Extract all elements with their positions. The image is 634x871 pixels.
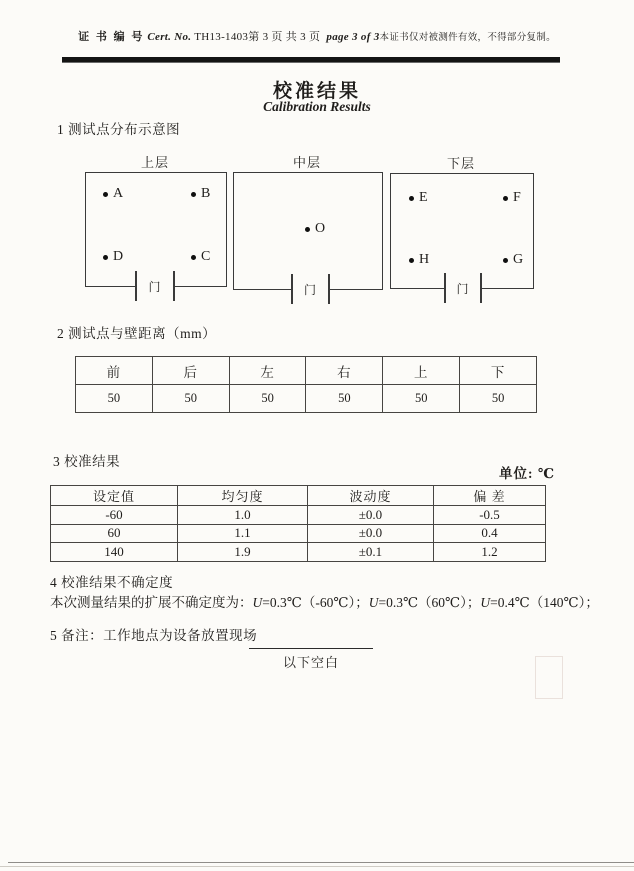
- point-marker: [503, 196, 508, 201]
- distance-right: 50: [306, 385, 383, 413]
- test-point-H: H: [409, 252, 429, 268]
- diagram-middle-frame: [233, 172, 383, 297]
- diagram-middle-layer: [233, 155, 381, 297]
- calibration-results-table: [50, 485, 546, 562]
- section-1-heading: 1 测试点分布示意图: [57, 122, 181, 137]
- wall-distance-table: [75, 356, 537, 413]
- door-label: 门: [456, 282, 469, 296]
- distance-left: 50: [229, 385, 306, 413]
- table-row: [51, 543, 546, 562]
- col-back: 后: [152, 357, 229, 385]
- page-header: [0, 28, 634, 44]
- validity-notice: 本证书仅对被测件有效，不得部分复制。: [379, 33, 556, 43]
- col-front: 前: [76, 357, 153, 385]
- page-count-en: page 3 of 3: [326, 31, 380, 43]
- test-point-C: C: [191, 249, 210, 265]
- door-label: 门: [148, 280, 161, 294]
- diagram-upper-label: 上层: [140, 155, 169, 170]
- table-row: [51, 506, 546, 525]
- col-uniformity: 均匀度: [178, 486, 308, 506]
- cert-number-value: TH13-1403: [194, 31, 249, 43]
- col-right: 右: [306, 357, 383, 385]
- col-bottom: 下: [460, 357, 537, 385]
- u-symbol: U: [368, 595, 379, 610]
- uniformity: 1.0: [178, 506, 308, 525]
- deviation: 0.4: [434, 524, 546, 543]
- door-tick-right: [328, 274, 330, 304]
- col-top: 上: [383, 357, 460, 385]
- page-title: 校准结果: [272, 80, 361, 102]
- diagram-middle-label: 中层: [292, 155, 321, 170]
- uncertainty-value-3: =0.4℃（140℃）；: [490, 595, 599, 610]
- fluctuation: ±0.0: [308, 506, 434, 525]
- col-left: 左: [229, 357, 306, 385]
- scan-ghost-mark: [535, 656, 563, 699]
- page-count-cn: 第 3 页 共 3 页: [248, 31, 321, 43]
- end-note-rule: [249, 648, 373, 649]
- set-value: -60: [51, 506, 178, 525]
- point-marker: [191, 192, 196, 197]
- section-5-heading: 5 备注：工作地点为设备放置现场: [50, 628, 258, 643]
- uncertainty-prefix: 本次测量结果的扩展不确定度为：: [50, 595, 253, 610]
- test-point-E: E: [409, 190, 428, 206]
- distance-top: 50: [383, 385, 460, 413]
- point-marker: [503, 258, 508, 263]
- table-value-row: [76, 385, 537, 413]
- page-subtitle: Calibration Results: [263, 99, 371, 114]
- point-marker: [191, 255, 196, 260]
- uniformity: 1.9: [178, 543, 308, 562]
- diagram-upper-frame: [85, 172, 227, 294]
- section-4-heading: 4 校准结果不确定度: [50, 575, 174, 590]
- cert-number-label-cn: 证 书 编 号: [78, 31, 145, 43]
- cert-number-label-en: Cert. No.: [147, 31, 192, 43]
- door-tick-right: [480, 273, 482, 303]
- col-set-value: 设定值: [51, 486, 178, 506]
- diagram-lower-frame: [390, 173, 534, 296]
- deviation: 1.2: [434, 543, 546, 562]
- u-symbol: U: [252, 595, 263, 610]
- end-note: 以下空白: [282, 655, 339, 670]
- scan-bottom-line-2: [0, 866, 634, 867]
- fluctuation: ±0.1: [308, 543, 434, 562]
- point-marker: [305, 227, 310, 232]
- table-header-row: [51, 486, 546, 506]
- door-tick-right: [173, 271, 175, 301]
- scan-bottom-line: [8, 862, 634, 863]
- section-2-heading: 2 测试点与壁距离（mm）: [57, 326, 217, 341]
- diagram-upper-layer: [85, 155, 225, 294]
- table-header-row: [76, 357, 537, 385]
- set-value: 60: [51, 524, 178, 543]
- diagram-lower-label: 下层: [446, 156, 475, 171]
- door-label: 门: [303, 283, 316, 297]
- test-point-F: F: [503, 190, 521, 206]
- unit-label: 单位: ℃: [498, 466, 555, 481]
- test-point-B: B: [191, 186, 210, 202]
- test-point-O: O: [305, 221, 325, 237]
- u-symbol: U: [480, 595, 491, 610]
- distance-bottom: 50: [460, 385, 537, 413]
- set-value: 140: [51, 543, 178, 562]
- test-point-A: A: [103, 186, 123, 202]
- fluctuation: ±0.0: [308, 524, 434, 543]
- header-rule: [62, 57, 560, 62]
- uncertainty-statement: [50, 591, 610, 611]
- distance-front: 50: [76, 385, 153, 413]
- col-deviation: 偏 差: [434, 486, 546, 506]
- point-marker: [103, 255, 108, 260]
- col-fluctuation: 波动度: [308, 486, 434, 506]
- uniformity: 1.1: [178, 524, 308, 543]
- distance-back: 50: [152, 385, 229, 413]
- uncertainty-value-2: =0.3℃（60℃）；: [378, 595, 481, 610]
- uncertainty-value-1: =0.3℃（-60℃）；: [262, 595, 369, 610]
- point-marker: [103, 192, 108, 197]
- deviation: -0.5: [434, 506, 546, 525]
- point-marker: [409, 258, 414, 263]
- point-marker: [409, 196, 414, 201]
- test-point-G: G: [503, 252, 523, 268]
- test-point-D: D: [103, 249, 123, 265]
- section-3-heading: 3 校准结果: [53, 454, 121, 469]
- diagram-lower-layer: [390, 156, 532, 296]
- table-row: [51, 524, 546, 543]
